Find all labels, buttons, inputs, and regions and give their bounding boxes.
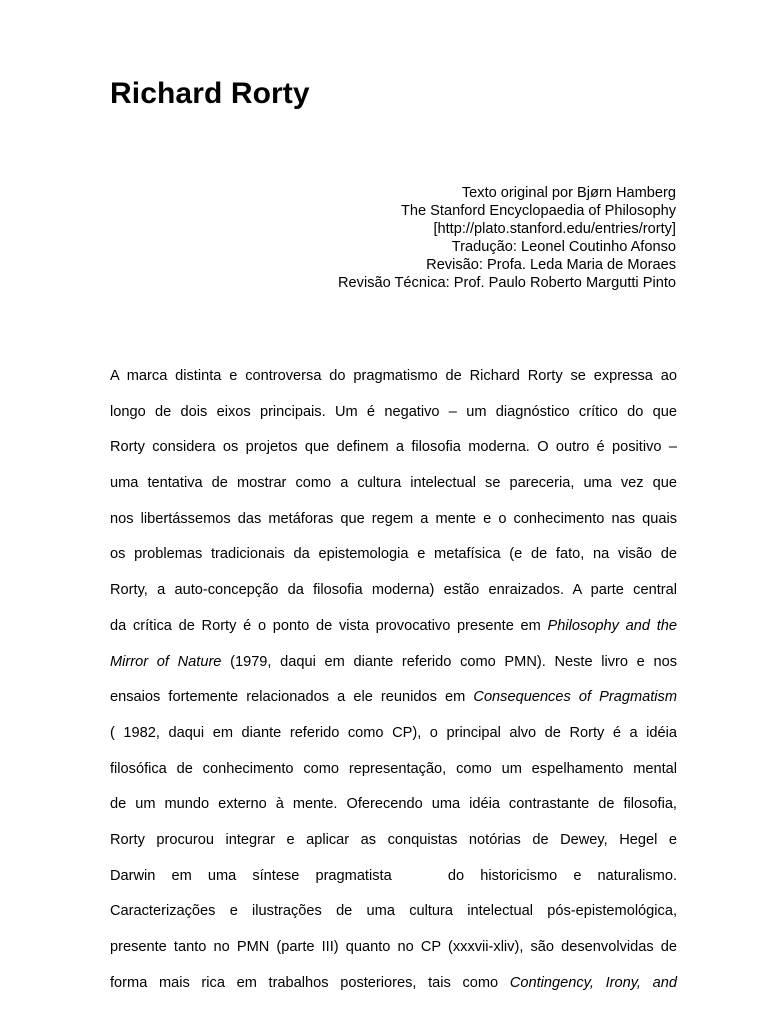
body-line-text: da crítica de Rorty é o ponto de vista provocativo presente em xyxy=(110,617,548,634)
credit-original-author: Texto original por Bjørn Hamberg xyxy=(461,185,676,201)
body-line xyxy=(110,859,677,895)
body-line xyxy=(110,609,677,645)
book-title: Consequences of Pragmatism xyxy=(473,689,677,706)
body-paragraph xyxy=(110,359,677,1001)
body-line-text: ensaios fortemente relacionados a ele reunidos em xyxy=(110,689,474,706)
credits-block xyxy=(176,184,676,292)
credit-technical-revision: Revisão Técnica: Prof. Paulo Roberto Margutti Pinto xyxy=(338,275,676,291)
body-line-text: (1979, daqui em diante referido como PMN). Neste livro e nos xyxy=(221,653,677,670)
body-line: presente tanto no PMN (parte III) quanto no CP (xxxvii-xliv), são desenvolvidas de xyxy=(110,939,677,955)
body-line: A marca distinta e controversa do pragmatismo de Richard Rorty se expressa ao xyxy=(110,368,677,384)
document-title: Richard Rorty xyxy=(110,77,310,110)
book-title: Contingency, Irony, and xyxy=(509,974,677,991)
book-title: Philosophy and the xyxy=(547,617,677,634)
body-line: ( 1982, daqui em diante referido como CP), o principal alvo de Rorty é a idéia xyxy=(110,724,677,741)
body-line: uma tentativa de mostrar como a cultura intelectual se pareceria, uma vez que xyxy=(110,475,677,492)
body-line: filosófica de conhecimento como representação, como um espelhamento mental xyxy=(110,760,677,777)
body-line: nos libertássemos das metáforas que regem a mente e o conhecimento nas quais xyxy=(110,510,677,527)
body-line xyxy=(110,645,677,681)
body-line: Rorty procurou integrar e aplicar as conquistas notórias de Dewey, Hegel e xyxy=(110,831,677,848)
credit-revision: Revisão: Profa. Leda Maria de Moraes xyxy=(426,257,676,273)
credit-translation: Tradução: Leonel Coutinho Afonso xyxy=(451,239,676,255)
body-line: Rorty considera os projetos que definem a filosofia moderna. O outro é positivo – xyxy=(110,439,677,456)
credit-source: The Stanford Encyclopaedia of Philosophy xyxy=(400,203,676,219)
book-title: Mirror of Nature xyxy=(110,653,222,670)
body-line: os problemas tradicionais da epistemologia e metafísica (e de fato, na visão de xyxy=(110,546,677,563)
body-line-text: do historicismo e naturalismo. xyxy=(447,867,678,884)
body-line: longo de dois eixos principais. Um é negativo – um diagnóstico crítico do que xyxy=(110,403,677,420)
credit-source-url: [http://plato.stanford.edu/entries/rorty] xyxy=(433,221,676,237)
body-line xyxy=(110,680,677,716)
body-line-text: forma mais rica em trabalhos posteriores, tais como xyxy=(110,974,510,991)
body-line-text: Darwin em uma síntese pragmatista xyxy=(110,867,392,884)
body-line xyxy=(110,966,677,1002)
body-line: de um mundo externo à mente. Oferecendo uma idéia contrastante de filosofia, xyxy=(110,796,677,813)
body-line: Caracterizações e ilustrações de uma cultura intelectual pós-epistemológica, xyxy=(110,903,677,920)
body-line: Rorty, a auto-concepção da filosofia moderna) estão enraizados. A parte central xyxy=(110,582,677,599)
